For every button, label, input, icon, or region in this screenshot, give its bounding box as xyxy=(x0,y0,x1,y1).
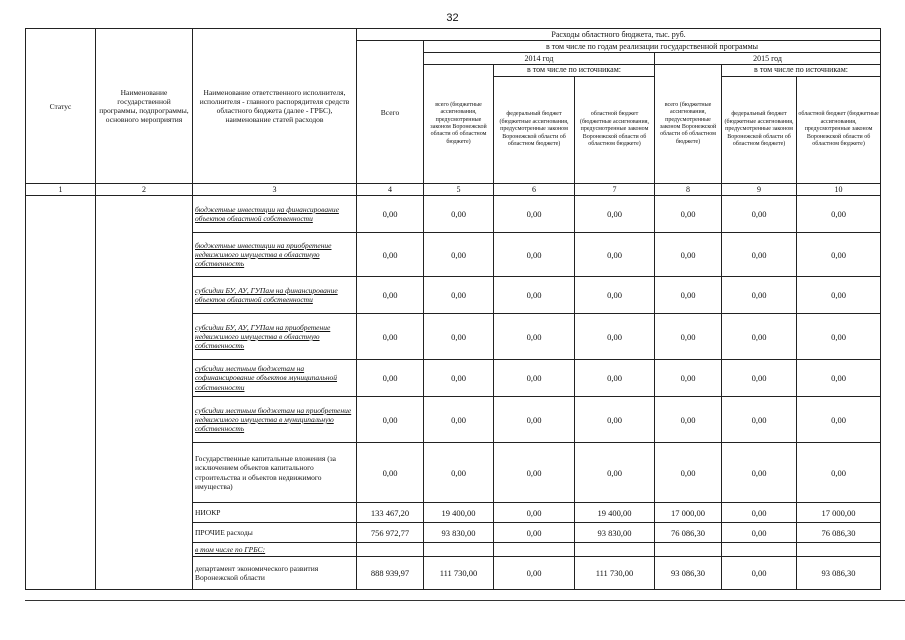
header-year-2014: 2014 год xyxy=(424,53,655,65)
value-cell xyxy=(575,543,655,557)
column-number: 9 xyxy=(722,184,797,196)
row-label: субсидии БУ, АУ, ГУПам на финансирование объектов областной собственности xyxy=(193,277,357,314)
column-number: 8 xyxy=(655,184,722,196)
row-label: Государственные капитальные вложения (за исключением объектов капитального строительства и объектов недвижимого имущества) xyxy=(193,443,357,503)
header-total-2014: всего (бюджетные ассигнования, предусмотренные законом Воронежской области об областном бюджете) xyxy=(424,65,494,184)
value-cell: 93 086,30 xyxy=(655,557,722,590)
value-cell: 19 400,00 xyxy=(575,503,655,523)
value-cell: 19 400,00 xyxy=(424,503,494,523)
header-expenses: Расходы областного бюджета, тыс. руб. xyxy=(357,29,881,41)
header-by-years: в том числе по годам реализации государственной программы xyxy=(424,41,881,53)
value-cell: 93 830,00 xyxy=(424,523,494,543)
value-cell: 0,00 xyxy=(797,360,881,397)
program-name-cell xyxy=(96,196,193,590)
value-cell: 0,00 xyxy=(575,397,655,443)
header-federal-2015: федеральный бюджет (бюджетные ассигнования, предусмотренные законом Воронежской области об областном бюджете) xyxy=(722,77,797,183)
value-cell: 0,00 xyxy=(575,360,655,397)
value-cell: 0,00 xyxy=(655,277,722,314)
value-cell xyxy=(655,543,722,557)
value-cell: 0,00 xyxy=(424,360,494,397)
value-cell: 0,00 xyxy=(797,443,881,503)
table-body xyxy=(26,196,881,590)
value-cell: 0,00 xyxy=(357,277,424,314)
value-cell: 0,00 xyxy=(655,233,722,277)
bottom-rule xyxy=(25,600,905,601)
value-cell: 0,00 xyxy=(357,443,424,503)
value-cell: 0,00 xyxy=(722,397,797,443)
value-cell: 0,00 xyxy=(655,360,722,397)
value-cell: 0,00 xyxy=(722,277,797,314)
header-executor: Наименование ответственного исполнителя, исполнителя - главного распорядителя средств областного бюджета (далее - ГРБС), наименование статей расходов xyxy=(193,29,357,184)
value-cell: 93 830,00 xyxy=(575,523,655,543)
header-sources-2014 xyxy=(494,65,655,184)
column-number: 7 xyxy=(575,184,655,196)
header-year-2015: 2015 год xyxy=(655,53,881,65)
value-cell: 0,00 xyxy=(494,523,575,543)
value-cell: 0,00 xyxy=(575,314,655,360)
value-cell: 0,00 xyxy=(494,196,575,233)
value-cell xyxy=(494,543,575,557)
value-cell: 0,00 xyxy=(722,443,797,503)
value-cell xyxy=(357,543,424,557)
value-cell: 0,00 xyxy=(797,233,881,277)
header-by-sources-2014: в том числе по источникам: xyxy=(494,65,654,77)
value-cell: 0,00 xyxy=(494,397,575,443)
value-cell xyxy=(722,543,797,557)
value-cell: 0,00 xyxy=(424,277,494,314)
column-numbers-row xyxy=(26,184,881,196)
value-cell: 0,00 xyxy=(722,314,797,360)
header-total-2015: всего (бюджетные ассигнования, предусмотренные законом Воронежской области об областном бюджете) xyxy=(655,65,722,184)
column-number: 3 xyxy=(193,184,357,196)
value-cell: 93 086,30 xyxy=(797,557,881,590)
value-cell: 17 000,00 xyxy=(797,503,881,523)
column-number: 5 xyxy=(424,184,494,196)
value-cell: 0,00 xyxy=(722,233,797,277)
table-row xyxy=(26,196,881,233)
row-label: субсидии БУ, АУ, ГУПам на приобретение недвижимого имущества в областную собственность xyxy=(193,314,357,360)
value-cell: 0,00 xyxy=(655,443,722,503)
value-cell: 0,00 xyxy=(357,360,424,397)
value-cell: 0,00 xyxy=(424,314,494,360)
value-cell: 0,00 xyxy=(494,443,575,503)
row-label: ПРОЧИЕ расходы xyxy=(193,523,357,543)
value-cell: 888 939,97 xyxy=(357,557,424,590)
value-cell: 111 730,00 xyxy=(575,557,655,590)
value-cell: 0,00 xyxy=(494,557,575,590)
value-cell: 0,00 xyxy=(424,233,494,277)
value-cell: 76 086,30 xyxy=(655,523,722,543)
value-cell: 111 730,00 xyxy=(424,557,494,590)
value-cell: 0,00 xyxy=(575,443,655,503)
header-federal-2014: федеральный бюджет (бюджетные ассигнования, предусмотренные законом Воронежской области об областном бюджете) xyxy=(494,77,575,183)
value-cell: 0,00 xyxy=(575,196,655,233)
header-regional-2015: областной бюджет (бюджетные ассигнования, предусмотренные законом Воронежской области об областном бюджете) xyxy=(798,111,879,148)
header-by-sources-2015: в том числе по источникам: xyxy=(722,65,880,77)
row-label: в том числе по ГРБС: xyxy=(193,543,357,557)
value-cell: 0,00 xyxy=(722,196,797,233)
value-cell: 0,00 xyxy=(722,360,797,397)
page-number: 32 xyxy=(446,12,459,24)
header-program-name: Наименование государственной программы, подпрограммы, основного мероприятия xyxy=(96,29,193,184)
column-number: 4 xyxy=(357,184,424,196)
value-cell: 0,00 xyxy=(494,233,575,277)
column-number: 10 xyxy=(797,184,881,196)
value-cell: 0,00 xyxy=(797,196,881,233)
row-label: субсидии местным бюджетам на приобретение недвижимого имущества в муниципальную собственность xyxy=(193,397,357,443)
value-cell: 0,00 xyxy=(424,196,494,233)
value-cell: 0,00 xyxy=(575,277,655,314)
value-cell: 0,00 xyxy=(357,196,424,233)
value-cell: 133 467,20 xyxy=(357,503,424,523)
value-cell: 0,00 xyxy=(797,277,881,314)
value-cell: 0,00 xyxy=(494,360,575,397)
budget-table xyxy=(25,28,881,590)
value-cell: 0,00 xyxy=(655,196,722,233)
column-number: 1 xyxy=(26,184,96,196)
value-cell: 0,00 xyxy=(357,314,424,360)
value-cell xyxy=(797,543,881,557)
value-cell: 0,00 xyxy=(357,397,424,443)
row-label: бюджетные инвестиции на финансирование объектов областной собственности xyxy=(193,196,357,233)
value-cell: 0,00 xyxy=(722,557,797,590)
value-cell: 0,00 xyxy=(722,523,797,543)
value-cell: 17 000,00 xyxy=(655,503,722,523)
column-number: 2 xyxy=(96,184,193,196)
value-cell xyxy=(424,543,494,557)
header-status: Статус xyxy=(26,29,96,184)
header-total: Всего xyxy=(357,41,424,184)
value-cell: 76 086,30 xyxy=(797,523,881,543)
value-cell: 0,00 xyxy=(494,277,575,314)
value-cell: 756 972,77 xyxy=(357,523,424,543)
row-label: НИОКР xyxy=(193,503,357,523)
value-cell: 0,00 xyxy=(797,397,881,443)
value-cell: 0,00 xyxy=(494,314,575,360)
value-cell: 0,00 xyxy=(424,397,494,443)
value-cell: 0,00 xyxy=(722,503,797,523)
value-cell: 0,00 xyxy=(655,314,722,360)
header-regional-2014: областной бюджет (бюджетные ассигнования, предусмотренные законом Воронежской области об областном бюджете) xyxy=(579,111,649,148)
row-label: департамент экономического развития Воронежской области xyxy=(193,557,357,590)
row-label: бюджетные инвестиции на приобретение недвижимого имущества в областную собственность xyxy=(193,233,357,277)
value-cell: 0,00 xyxy=(357,233,424,277)
value-cell: 0,00 xyxy=(424,443,494,503)
status-cell xyxy=(26,196,96,590)
value-cell: 0,00 xyxy=(797,314,881,360)
header-sources-2015 xyxy=(722,65,881,184)
column-number: 6 xyxy=(494,184,575,196)
value-cell: 0,00 xyxy=(655,397,722,443)
value-cell: 0,00 xyxy=(575,233,655,277)
value-cell: 0,00 xyxy=(494,503,575,523)
row-label: субсидии местным бюджетам на софинансирование объектов муниципальной собственности xyxy=(193,360,357,397)
